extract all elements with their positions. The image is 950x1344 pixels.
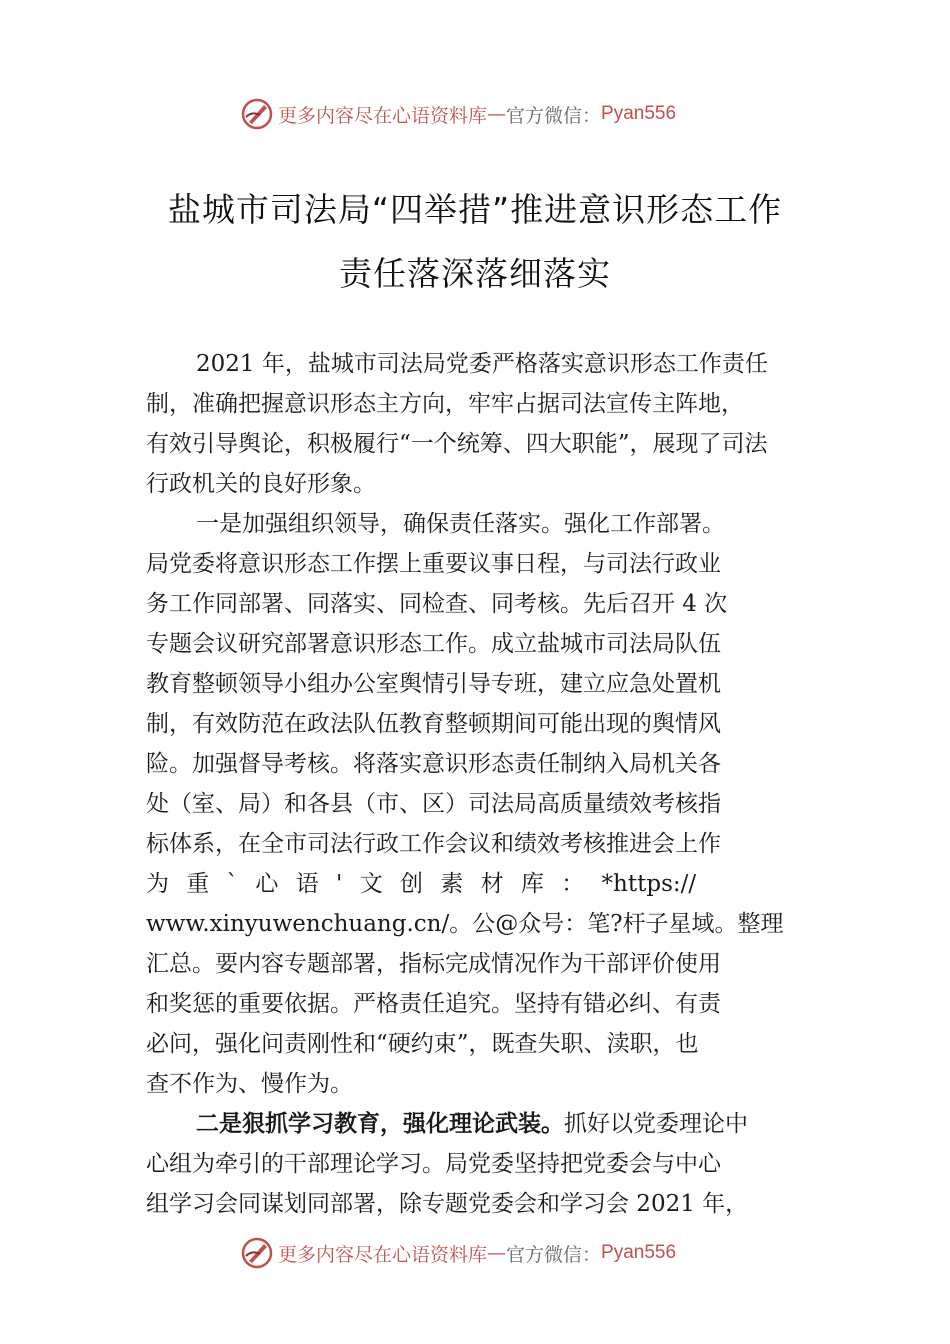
- pen-logo-icon: [240, 1236, 274, 1270]
- body-line: 务工作同部署、同落实、同检查、同考核。先后召开 4 次: [146, 591, 728, 617]
- body-line: 险。加强督导考核。将落实意识形态责任制纳入局机关各: [146, 751, 721, 777]
- banner-dash: —: [487, 1242, 507, 1264]
- body-line: 局党委将意识形态工作摆上重要议事日程，与司法行政业: [146, 551, 721, 577]
- pen-logo-icon: [240, 97, 274, 131]
- body-line: 和奖惩的重要依据。严格责任追究。坚持有错必纠、有责: [146, 991, 721, 1017]
- document-title-line-2: 责任落深落细落实: [339, 254, 611, 293]
- body-line: 查不作为、慢作为。: [146, 1071, 353, 1097]
- banner-dash: —: [487, 103, 507, 125]
- banner-wechat-id: Pyan556: [601, 1242, 677, 1263]
- top-watermark-banner: [0, 94, 950, 134]
- section-2-text: 抓好以党委理论中: [564, 1111, 748, 1137]
- body-line: 为 重 ` 心 语 ' 文 创 素 材 库 ： *https://: [146, 871, 697, 897]
- banner-text: 更多内容尽在心语资料库: [278, 104, 488, 127]
- body-line: 制，有效防范在政法队伍教育整顿期间可能出现的舆情风: [146, 711, 721, 737]
- body-line: 汇总。要内容专题部署，指标完成情况作为干部评价使用: [146, 951, 721, 977]
- section-2-first-line: [196, 1104, 748, 1144]
- body-line: 教育整顿领导小组办公室舆情引导专班，建立应急处置机: [146, 671, 721, 697]
- body-line: 心组为牵引的干部理论学习。局党委坚持把党委会与中心: [146, 1151, 721, 1177]
- banner-label: 官方微信：: [506, 104, 602, 127]
- body-line: 行政机关的良好形象。: [146, 471, 376, 497]
- body-line: 专题会议研究部署意识形态工作。成立盐城市司法局队伍: [146, 631, 721, 657]
- body-line: 2021 年，盐城市司法局党委严格落实意识形态工作责任: [196, 351, 768, 377]
- banner-label: 官方微信：: [506, 1243, 602, 1266]
- body-line: 标体系，在全市司法行政工作会议和绩效考核推进会上作: [146, 831, 721, 857]
- body-line: www.xinyuwenchuang.cn/。公@众号：笔?杆子星域。整理: [146, 911, 784, 937]
- body-line: 组学习会同谋划同部署，除专题党委会和学习会 2021 年，: [146, 1191, 749, 1217]
- section-2-heading: 二是狠抓学习教育，强化理论武装。: [196, 1110, 564, 1137]
- bottom-watermark-banner: [0, 1233, 950, 1273]
- body-line: 必问，强化问责刚性和“硬约束”，既查失职、渎职，也: [146, 1031, 699, 1057]
- body-line: 有效引导舆论，积极履行“一个统筹、四大职能”，展现了司法: [146, 431, 768, 457]
- banner-wechat-id: Pyan556: [601, 103, 677, 124]
- body-line: 一是加强组织领导，确保责任落实。强化工作部署。: [196, 511, 725, 537]
- body-line: 制，准确把握意识形态主方向，牢牢占据司法宣传主阵地，: [146, 391, 744, 417]
- document-title-line-1: 盐城市司法局“四举措”推进意识形态工作: [167, 190, 783, 229]
- banner-text: 更多内容尽在心语资料库: [278, 1243, 488, 1266]
- body-line: 处（室、局）和各县（市、区）司法局高质量绩效考核指: [146, 791, 721, 817]
